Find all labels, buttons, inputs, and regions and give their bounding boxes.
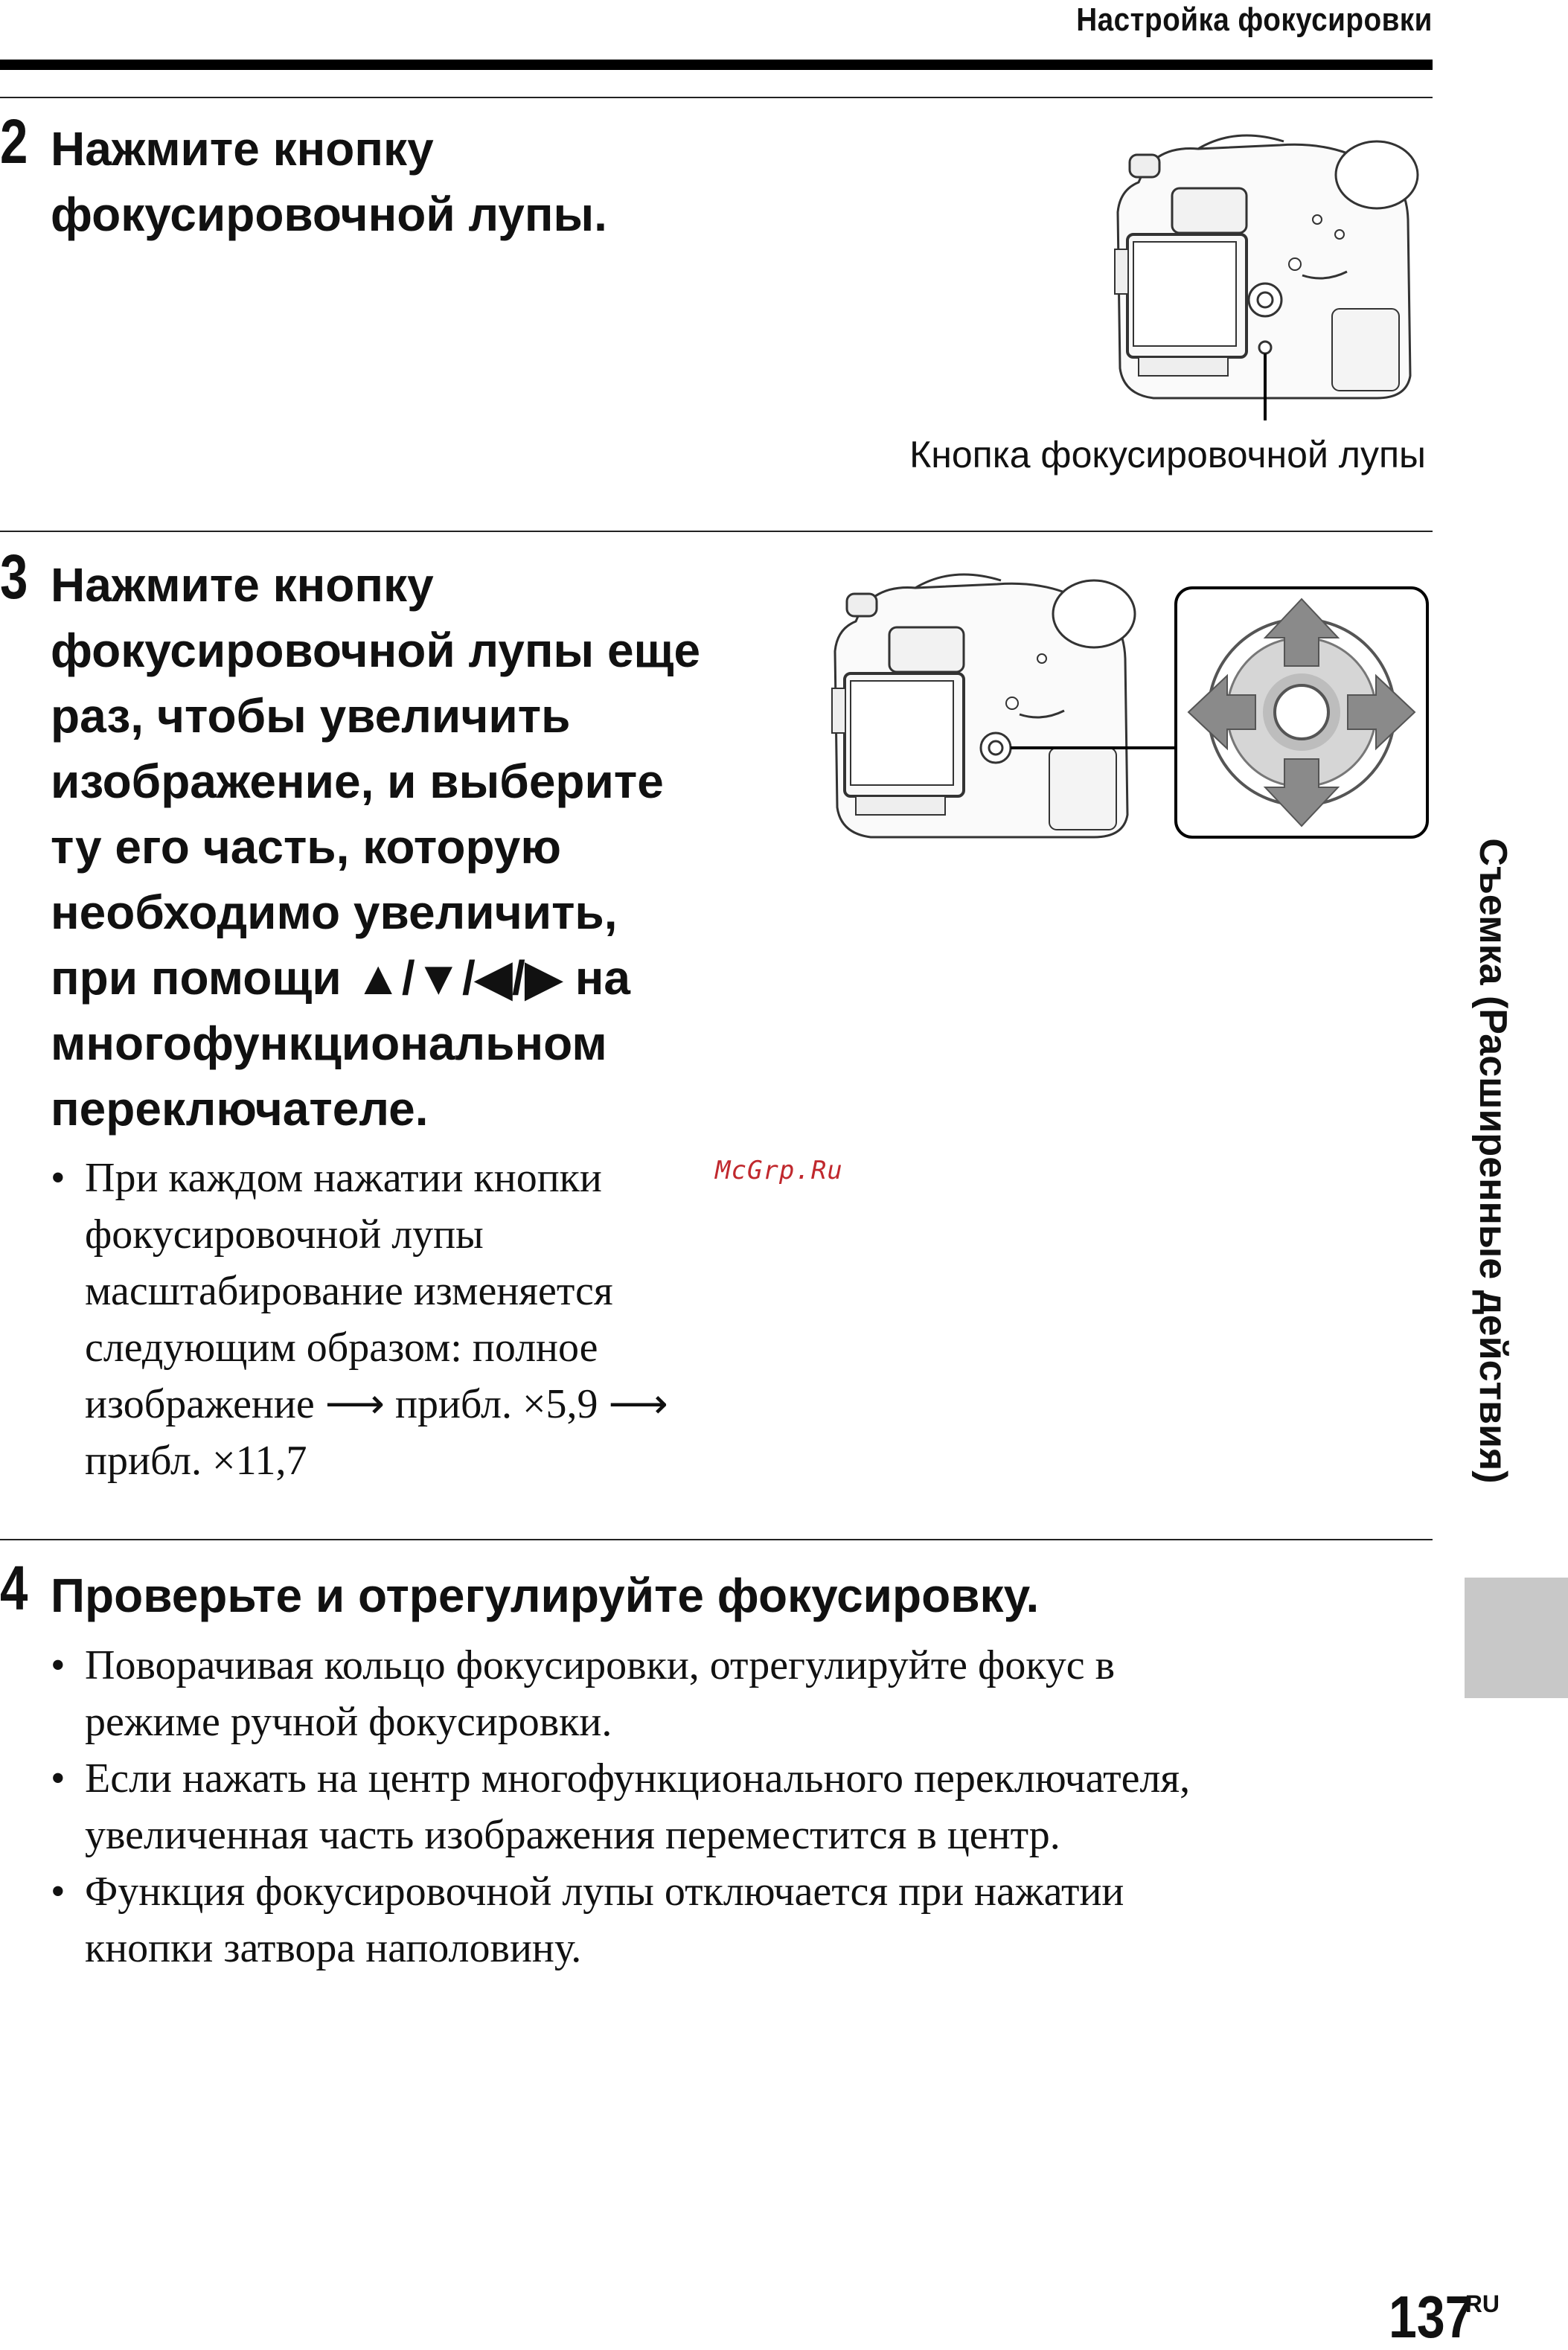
header-rule — [0, 60, 1433, 70]
figure-caption: Кнопка фокусировочной лупы — [909, 434, 1426, 476]
step-4-bullet: • Если нажать на центр многофункционального переключателя, увеличенная часть изображения переместится в центр. — [51, 1755, 1191, 1858]
step-4-bullet: • Функция фокусировочной лупы отключается при нажатии кнопки затвора наполовину. — [51, 1869, 1124, 1971]
running-header: Настройка фокусировки — [1076, 1, 1433, 38]
camera-back-illustration — [1109, 130, 1421, 417]
step-2-title: Нажмите кнопку фокусировочной лупы. — [51, 122, 607, 241]
page-number: 137 — [1388, 2284, 1473, 2350]
step-3-title: Нажмите кнопку фокусировочной лупы еще раз, чтобы увеличить изображение, и выберите ту его часть, которую необходимо увеличить, при помощи ▲/▼/◀/▶ на многофункциональном переключателе. — [51, 558, 701, 1136]
section-tab — [1465, 1578, 1568, 1698]
section-side-label: Съемка (Расширенные действия) — [1471, 838, 1514, 1484]
camera-multiselector-illustration — [826, 569, 1429, 845]
watermark: McGrp.Ru — [715, 1156, 843, 1185]
step-number-4: 4 — [0, 1553, 28, 1623]
step-4-bullet: • Поворачивая кольцо фокусировки, отрегулируйте фокус в режиме ручной фокусировки. — [51, 1642, 1116, 1745]
step-3-bullet: • При каждом нажатии кнопки фокусировочной лупы масштабирование изменяется следующим образом: полное изображение ⟶ прибл. ×5,9 ⟶ прибл. ×11,7 — [51, 1155, 668, 1484]
divider — [0, 1539, 1433, 1540]
divider — [0, 97, 1433, 98]
divider — [0, 531, 1433, 532]
step-4-title: Проверьте и отрегулируйте фокусировку. — [51, 1569, 1040, 1622]
step-number-3: 3 — [0, 542, 28, 612]
step-number-2: 2 — [0, 106, 28, 176]
page-language: RU — [1465, 2290, 1500, 2317]
